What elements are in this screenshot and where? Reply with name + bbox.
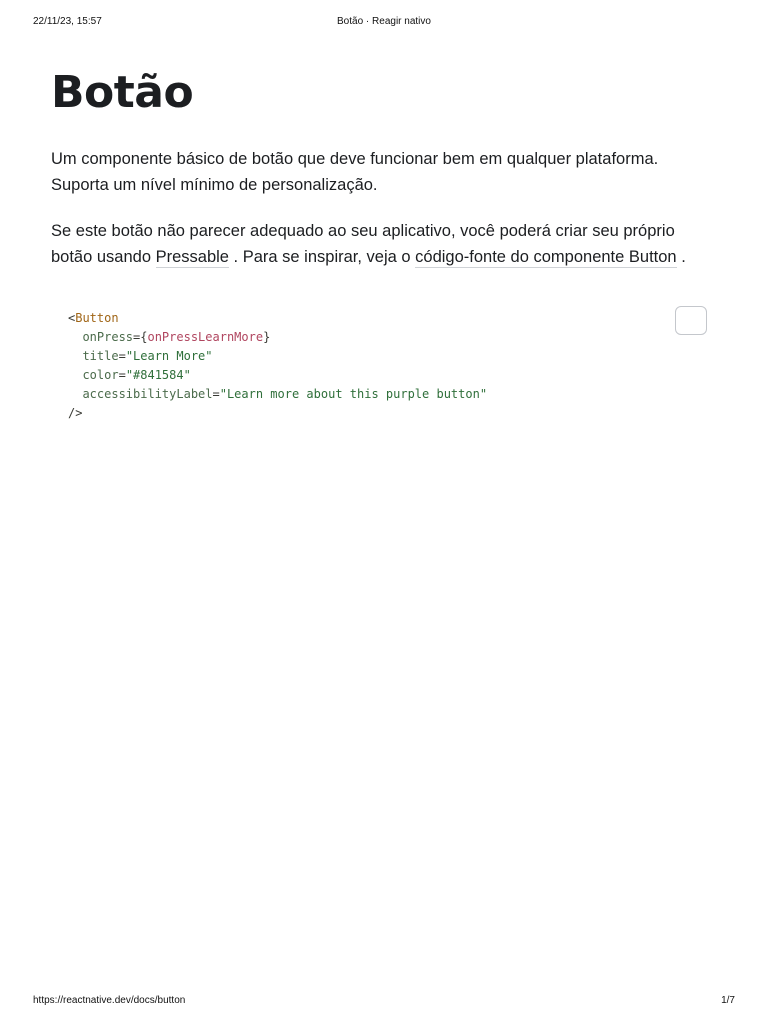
button-source-link[interactable]: código-fonte do componente Button	[415, 248, 677, 266]
code-token: <	[68, 311, 76, 325]
code-listing	[68, 309, 487, 423]
code-attr-name: onPress	[82, 330, 134, 344]
custom-button-paragraph	[51, 218, 717, 270]
code-token: =	[212, 387, 220, 401]
page-title: Botão	[51, 67, 194, 118]
pressable-link[interactable]: Pressable	[155, 248, 229, 266]
code-indent	[68, 387, 82, 401]
code-token: }	[263, 330, 271, 344]
print-url: https://reactnative.dev/docs/button	[33, 995, 186, 1006]
print-header	[33, 16, 735, 30]
paragraph-text: . Para se inspirar, veja o	[228, 248, 416, 266]
copy-code-button[interactable]	[675, 306, 707, 335]
code-attr-value: onPressLearnMore	[147, 330, 264, 344]
code-example	[51, 300, 717, 428]
code-indent	[68, 330, 82, 344]
code-attr-value: "Learn More"	[125, 349, 213, 363]
code-token: =	[118, 349, 126, 363]
code-token: ={	[133, 330, 148, 344]
code-indent	[68, 349, 82, 363]
paragraph-text: .	[676, 248, 686, 266]
code-attr-name: color	[82, 368, 119, 382]
print-datetime: 22/11/23, 15:57	[33, 16, 102, 27]
intro-paragraph: Um componente básico de botão que deve funcionar bem em qualquer plataforma. Suporta um nível mínimo de personalização.	[51, 150, 659, 194]
code-token: =	[118, 368, 126, 382]
code-attr-name: title	[82, 349, 119, 363]
code-attr-name: accessibilityLabel	[82, 387, 213, 401]
code-component-name: Button	[75, 311, 119, 325]
print-document-title: Botão · Reagir nativo	[337, 16, 431, 27]
doc-content	[51, 60, 717, 428]
code-indent	[68, 368, 82, 382]
print-page-number: 1/7	[721, 995, 735, 1006]
print-footer	[33, 995, 735, 1009]
code-token: />	[68, 406, 83, 420]
paragraph-text: Se este botão não parecer adequado ao seu aplicativo, você poderá criar seu próprio botão usando	[51, 222, 675, 266]
code-attr-value: "Learn more about this purple button"	[219, 387, 488, 401]
code-attr-value: "#841584"	[125, 368, 191, 382]
